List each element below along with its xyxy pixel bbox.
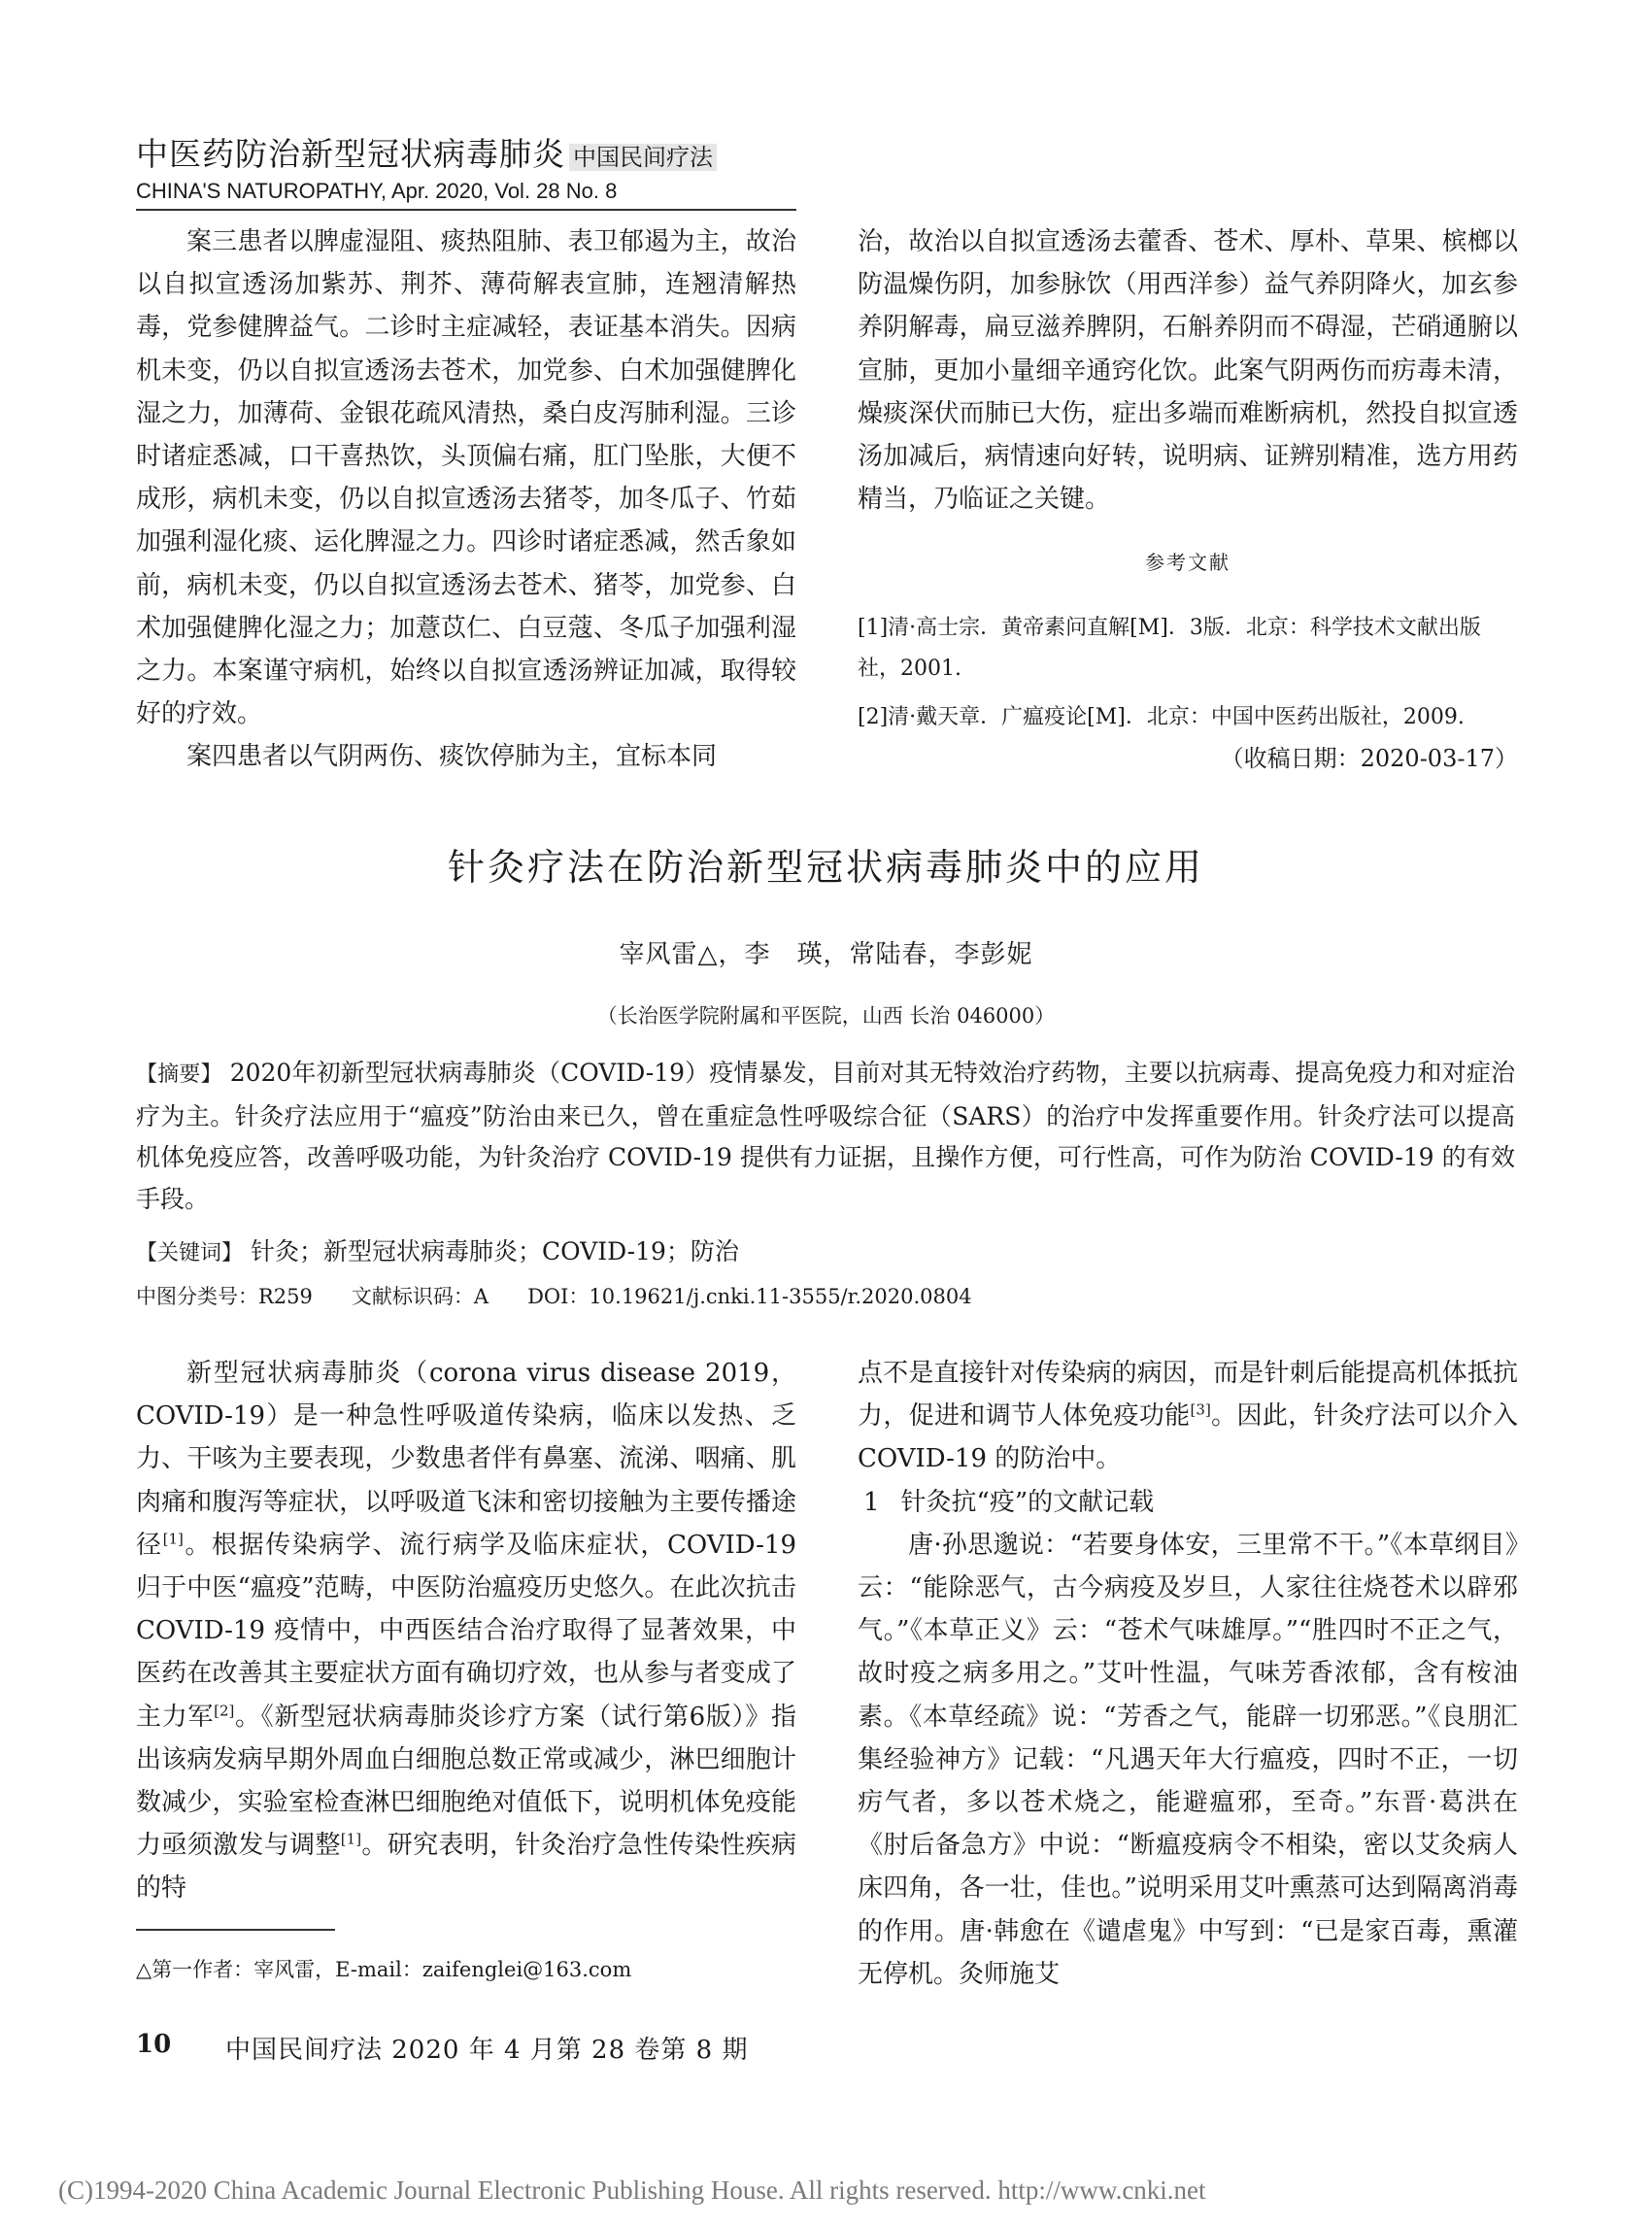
copyright-notice: (C)1994-2020 China Academic Journal Electronic Publishing House. All rights reserved. http://www.cnki.net	[58, 2175, 1206, 2205]
abstract	[136, 1053, 1515, 1220]
abstract-text: 2020年初新型冠状病毒肺炎（COVID-19）疫情暴发，目前对其无特效治疗药物，主要以抗病毒、提高免疫力和对症治疗为主。针灸疗法应用于“瘟疫”防治由来已久，曾在重症急性呼吸综合征（SARS）的治疗中发挥重要作用。针灸疗法可以提高机体免疫应答，改善呼吸功能，为针灸治疗 COVID-19 提供有力证据，且操作方便，可行性高，可作为防治 COVID-19 的有效手段。	[136, 1059, 1515, 1213]
abstract-label: 【摘要】	[136, 1062, 222, 1087]
citation: [1]	[162, 1530, 184, 1548]
header-rule	[136, 209, 796, 211]
prev-paragraph-continuation: 治，故治以自拟宣透汤去藿香、苍术、厚朴、草果、槟榔以防温燥伤阴，加参脉饮（用西洋参）益气养阴降火，加玄参养阴解毒，扁豆滋养脾阴，石斛养阴而不碍湿，芒硝通腑以宣肺，更加小量细辛通窍化饮。此案气阴两伤而疠毒未清，燥痰深伏而肺已大伤，症出多端而难断病机，然投自拟宣透汤加减后，病情速向好转，说明病、证辨别精准，选方用药精当，乃临证之关键。	[858, 227, 1518, 515]
doi: DOI：10.19621/j.cnki.11-3555/r.2020.0804	[527, 1285, 972, 1308]
author-footnote: △第一作者：宰风雷，E-mail：zaifenglei@163.com	[136, 1958, 632, 1981]
keywords-label: 【关键词】	[136, 1241, 244, 1265]
citation: [3]	[1190, 1400, 1211, 1419]
prev-article-left-column	[136, 220, 796, 779]
section-number: 1	[863, 1487, 880, 1517]
running-header-title	[136, 129, 717, 175]
keywords	[136, 1231, 1515, 1274]
keywords-text: 针灸；新型冠状病毒肺炎；COVID-19；防治	[250, 1237, 739, 1265]
intro-continuation: 点不是直接针对传染病的病因，而是针刺后能提高机体抵抗力，促进和调节人体免疫功能[3]。因此，针灸疗法可以介入 COVID-19 的防治中。	[858, 1359, 1518, 1474]
article-right-column	[858, 1352, 1518, 1996]
prev-article-right-column	[858, 220, 1518, 521]
document-code: 文献标识码：A	[351, 1285, 489, 1308]
section-title: 针灸抗“疫”的文献记载	[900, 1487, 1155, 1517]
clc-number: 中图分类号：R259	[136, 1285, 313, 1308]
citation: [2]	[214, 1701, 235, 1719]
header-journal-meta: CHINA'S NATUROPATHY, Apr. 2020, Vol. 28 No. 8	[136, 179, 618, 203]
reference-item: [1]清·高士宗．黄帝素问直解[M]．3版．北京：科学技术文献出版社，2001.	[858, 616, 1481, 681]
intro-paragraph: 新型冠状病毒肺炎（corona virus disease 2019，COVID-19）是一种急性呼吸道传染病，临床以发热、乏力、干咳为主要表现，少数患者伴有鼻塞、流涕、咽痛、肌肉痛和腹泻等症状，以呼吸道飞沫和密切接触为主要传播途径[1]。根据传染病学、流行病学及临床症状，COVID-19 归于中医“瘟疫”范畴，中医防治瘟疫历史悠久。在此次抗击 COVID-19 疫情中，中西医结合治疗取得了显著效果，中医药在改善其主要症状方面有确切疗效，也从参与者变成了主力军[2]。《新型冠状病毒肺炎诊疗方案（试行第6版）》指出该病发病早期外周血白细胞总数正常或减少，淋巴细胞计数减少，实验室检查淋巴细胞绝对值低下，说明机体免疫能力亟须激发与调整[1]。研究表明，针灸治疗急性传染性疾病的特	[136, 1359, 796, 1904]
reference-item: [2]清·戴天章．广瘟疫论[M]．北京：中国中医药出版社，2009.	[858, 705, 1465, 729]
article-title: 针灸疗法在防治新型冠状病毒肺炎中的应用	[447, 846, 1204, 889]
prev-paragraph-case3: 案三患者以脾虚湿阻、痰热阻肺、表卫郁遏为主，故治以自拟宣透汤加紫苏、荆芥、薄荷解表宣肺，连翘清解热毒，党参健脾益气。二诊时主症减轻，表证基本消失。因病机未变，仍以自拟宣透汤去苍术，加党参、白术加强健脾化湿之力，加薄荷、金银花疏风清热，桑白皮泻肺利湿。三诊时诸症悉减，口干喜热饮，头顶偏右痛，肛门坠胀，大便不成形，病机未变，仍以自拟宣透汤去猪苓，加冬瓜子、竹茹加强利湿化痰、运化脾湿之力。四诊时诸症悉减，然舌象如前，病机未变，仍以自拟宣透汤去苍术、猪苓，加党参、白术加强健脾化湿之力；加薏苡仁、白豆蔻、冬瓜子加强利湿之力。本案谨守病机，始终以自拟宣透汤辨证加减，取得较好的疗效。	[136, 227, 796, 729]
section-heading	[858, 1481, 1518, 1524]
references-heading: 参考文献	[1145, 551, 1231, 574]
article-affiliation: （长治医学院附属和平医院，山西 长治 046000）	[596, 1004, 1056, 1028]
citation: [1]	[340, 1830, 362, 1848]
header-title-text: 中医药防治新型冠状病毒肺炎	[136, 135, 565, 173]
header-journal-name: 中国民间疗法	[569, 144, 717, 171]
classification-line	[136, 1279, 1515, 1314]
page-number: 10	[136, 2030, 172, 2059]
section-paragraph: 唐·孙思邈说：“若要身体安，三里常不干。”《本草纲目》云：“能除恶气，古今病疫及岁旦，人家往往烧苍术以辟邪气。”《本草正义》云：“苍术气味雄厚。”“胜四时不正之气，故时疫之病多用之。”艾叶性温，气味芳香浓郁，含有桉油素。《本草经疏》说：“芳香之气，能辟一切邪恶。”《良朋汇集经验神方》记载：“凡遇天年大行瘟疫，四时不正，一切疠气者，多以苍术烧之，能避瘟邪，至奇。”东晋·葛洪在《肘后备急方》中说：“断瘟疫病令不相染，密以艾灸病人床四角，各一壮，佳也。”说明采用艾叶熏蒸可达到隔离消毒的作用。唐·韩愈在《谴虐鬼》中写到：“已是家百毒，熏灌无停机。灸师施艾	[858, 1530, 1518, 1989]
prev-paragraph-case4: 案四患者以气阴两伤、痰饮停肺为主，宜标本同	[186, 742, 718, 772]
article-authors: 宰风雷△，李 瑛，常陆春，李彭妮	[619, 940, 1033, 969]
article-left-column	[136, 1352, 796, 1910]
received-date: （收稿日期：2020-03-17）	[1220, 745, 1518, 772]
footnote-rule	[136, 1929, 335, 1931]
journal-footer: 中国民间疗法 2020 年 4 月第 28 卷第 8 期	[225, 2036, 749, 2065]
